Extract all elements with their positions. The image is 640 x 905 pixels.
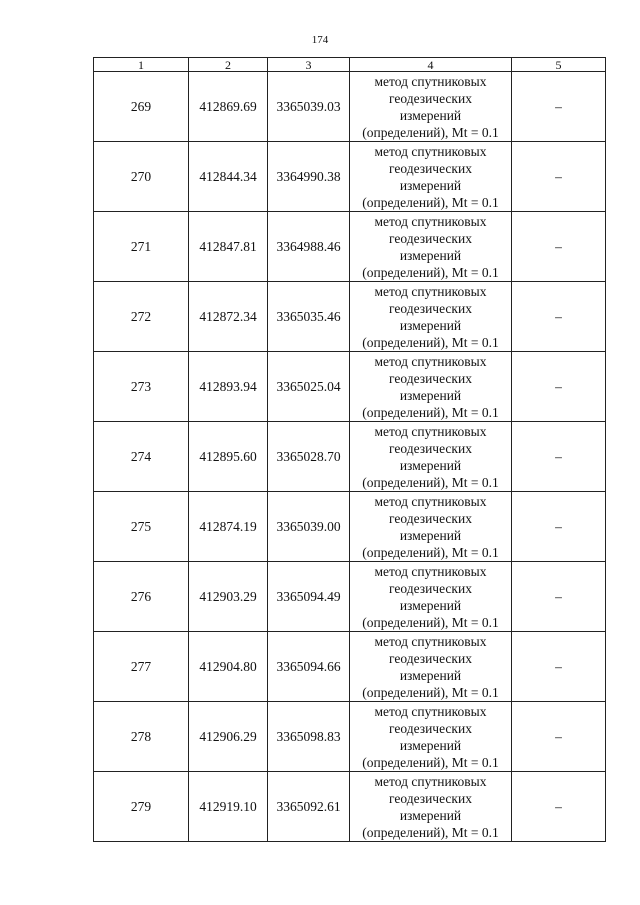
table-row xyxy=(94,632,606,702)
table-row xyxy=(94,282,606,352)
method-line: геодезических xyxy=(389,370,472,386)
note-cell: – xyxy=(512,702,606,772)
x-coordinate-cell: 412847.81 xyxy=(189,212,268,282)
table-row xyxy=(94,562,606,632)
y-coordinate-cell: 3365039.03 xyxy=(268,72,350,142)
point-number-cell: 279 xyxy=(94,772,189,842)
method-cell xyxy=(350,142,512,212)
method-line: геодезических xyxy=(389,790,472,806)
x-coordinate-cell: 412844.34 xyxy=(189,142,268,212)
method-line: (определений), Mt = 0.1 xyxy=(362,264,499,280)
method-line: измерений xyxy=(399,387,462,403)
point-number-cell: 274 xyxy=(94,422,189,492)
method-line: измерений xyxy=(399,527,462,543)
header-col-3: 3 xyxy=(268,58,350,72)
method-line: измерений xyxy=(399,247,462,263)
method-cell xyxy=(350,72,512,142)
point-number-cell: 276 xyxy=(94,562,189,632)
method-line: метод спутниковых xyxy=(374,353,487,369)
method-cell xyxy=(350,422,512,492)
x-coordinate-cell: 412893.94 xyxy=(189,352,268,422)
point-number-cell: 277 xyxy=(94,632,189,702)
x-coordinate-cell: 412869.69 xyxy=(189,72,268,142)
point-number-cell: 272 xyxy=(94,282,189,352)
x-coordinate-cell: 412895.60 xyxy=(189,422,268,492)
method-cell xyxy=(350,562,512,632)
note-cell: – xyxy=(512,422,606,492)
method-line: (определений), Mt = 0.1 xyxy=(362,474,499,490)
point-number-cell: 269 xyxy=(94,72,189,142)
y-coordinate-cell: 3364988.46 xyxy=(268,212,350,282)
x-coordinate-cell: 412903.29 xyxy=(189,562,268,632)
method-line: измерений xyxy=(399,807,462,823)
table-row xyxy=(94,72,606,142)
y-coordinate-cell: 3365094.49 xyxy=(268,562,350,632)
y-coordinate-cell: 3365098.83 xyxy=(268,702,350,772)
method-line: измерений xyxy=(399,177,462,193)
note-cell: – xyxy=(512,632,606,702)
y-coordinate-cell: 3365025.04 xyxy=(268,352,350,422)
table-row xyxy=(94,422,606,492)
method-line: (определений), Mt = 0.1 xyxy=(362,334,499,350)
method-line: метод спутниковых xyxy=(374,283,487,299)
method-cell xyxy=(350,352,512,422)
point-number-cell: 275 xyxy=(94,492,189,562)
method-line: метод спутниковых xyxy=(374,213,487,229)
method-line: геодезических xyxy=(389,160,472,176)
x-coordinate-cell: 412906.29 xyxy=(189,702,268,772)
method-line: измерений xyxy=(399,457,462,473)
method-line: геодезических xyxy=(389,300,472,316)
note-cell: – xyxy=(512,212,606,282)
note-cell: – xyxy=(512,282,606,352)
y-coordinate-cell: 3365092.61 xyxy=(268,772,350,842)
table-row xyxy=(94,352,606,422)
method-line: (определений), Mt = 0.1 xyxy=(362,194,499,210)
method-line: измерений xyxy=(399,597,462,613)
page-number: 174 xyxy=(311,34,329,46)
header-col-4: 4 xyxy=(350,58,512,72)
x-coordinate-cell: 412904.80 xyxy=(189,632,268,702)
y-coordinate-cell: 3365039.00 xyxy=(268,492,350,562)
x-coordinate-cell: 412872.34 xyxy=(189,282,268,352)
point-number-cell: 273 xyxy=(94,352,189,422)
table-row xyxy=(94,212,606,282)
method-cell xyxy=(350,492,512,562)
note-cell: – xyxy=(512,772,606,842)
y-coordinate-cell: 3365094.66 xyxy=(268,632,350,702)
method-cell xyxy=(350,772,512,842)
method-line: геодезических xyxy=(389,510,472,526)
table-row xyxy=(94,702,606,772)
header-col-1: 1 xyxy=(94,58,189,72)
method-line: (определений), Mt = 0.1 xyxy=(362,754,499,770)
note-cell: – xyxy=(512,72,606,142)
method-line: геодезических xyxy=(389,440,472,456)
method-line: геодезических xyxy=(389,230,472,246)
note-cell: – xyxy=(512,142,606,212)
table-row xyxy=(94,772,606,842)
method-line: метод спутниковых xyxy=(374,143,487,159)
method-line: метод спутниковых xyxy=(374,73,487,89)
method-line: измерений xyxy=(399,737,462,753)
y-coordinate-cell: 3365028.70 xyxy=(268,422,350,492)
method-line: метод спутниковых xyxy=(374,633,487,649)
y-coordinate-cell: 3364990.38 xyxy=(268,142,350,212)
method-line: (определений), Mt = 0.1 xyxy=(362,684,499,700)
header-col-2: 2 xyxy=(189,58,268,72)
method-line: (определений), Mt = 0.1 xyxy=(362,544,499,560)
x-coordinate-cell: 412919.10 xyxy=(189,772,268,842)
point-number-cell: 270 xyxy=(94,142,189,212)
method-line: измерений xyxy=(399,667,462,683)
method-line: метод спутниковых xyxy=(374,563,487,579)
x-coordinate-cell: 412874.19 xyxy=(189,492,268,562)
method-line: геодезических xyxy=(389,720,472,736)
method-line: геодезических xyxy=(389,90,472,106)
method-cell xyxy=(350,702,512,772)
method-line: геодезических xyxy=(389,580,472,596)
method-line: метод спутниковых xyxy=(374,423,487,439)
note-cell: – xyxy=(512,562,606,632)
note-cell: – xyxy=(512,352,606,422)
table-row xyxy=(94,142,606,212)
method-line: метод спутниковых xyxy=(374,773,487,789)
method-line: измерений xyxy=(399,107,462,123)
y-coordinate-cell: 3365035.46 xyxy=(268,282,350,352)
header-row xyxy=(94,58,606,72)
method-line: метод спутниковых xyxy=(374,703,487,719)
method-line: геодезических xyxy=(389,650,472,666)
point-number-cell: 271 xyxy=(94,212,189,282)
method-line: (определений), Mt = 0.1 xyxy=(362,614,499,630)
method-cell xyxy=(350,282,512,352)
header-col-5: 5 xyxy=(512,58,606,72)
method-line: измерений xyxy=(399,317,462,333)
method-cell xyxy=(350,632,512,702)
method-line: метод спутниковых xyxy=(374,493,487,509)
table-row xyxy=(94,492,606,562)
method-line: (определений), Mt = 0.1 xyxy=(362,404,499,420)
coordinates-table xyxy=(93,57,606,842)
note-cell: – xyxy=(512,492,606,562)
method-line: (определений), Mt = 0.1 xyxy=(362,124,499,140)
point-number-cell: 278 xyxy=(94,702,189,772)
method-line: (определений), Mt = 0.1 xyxy=(362,824,499,840)
method-cell xyxy=(350,212,512,282)
